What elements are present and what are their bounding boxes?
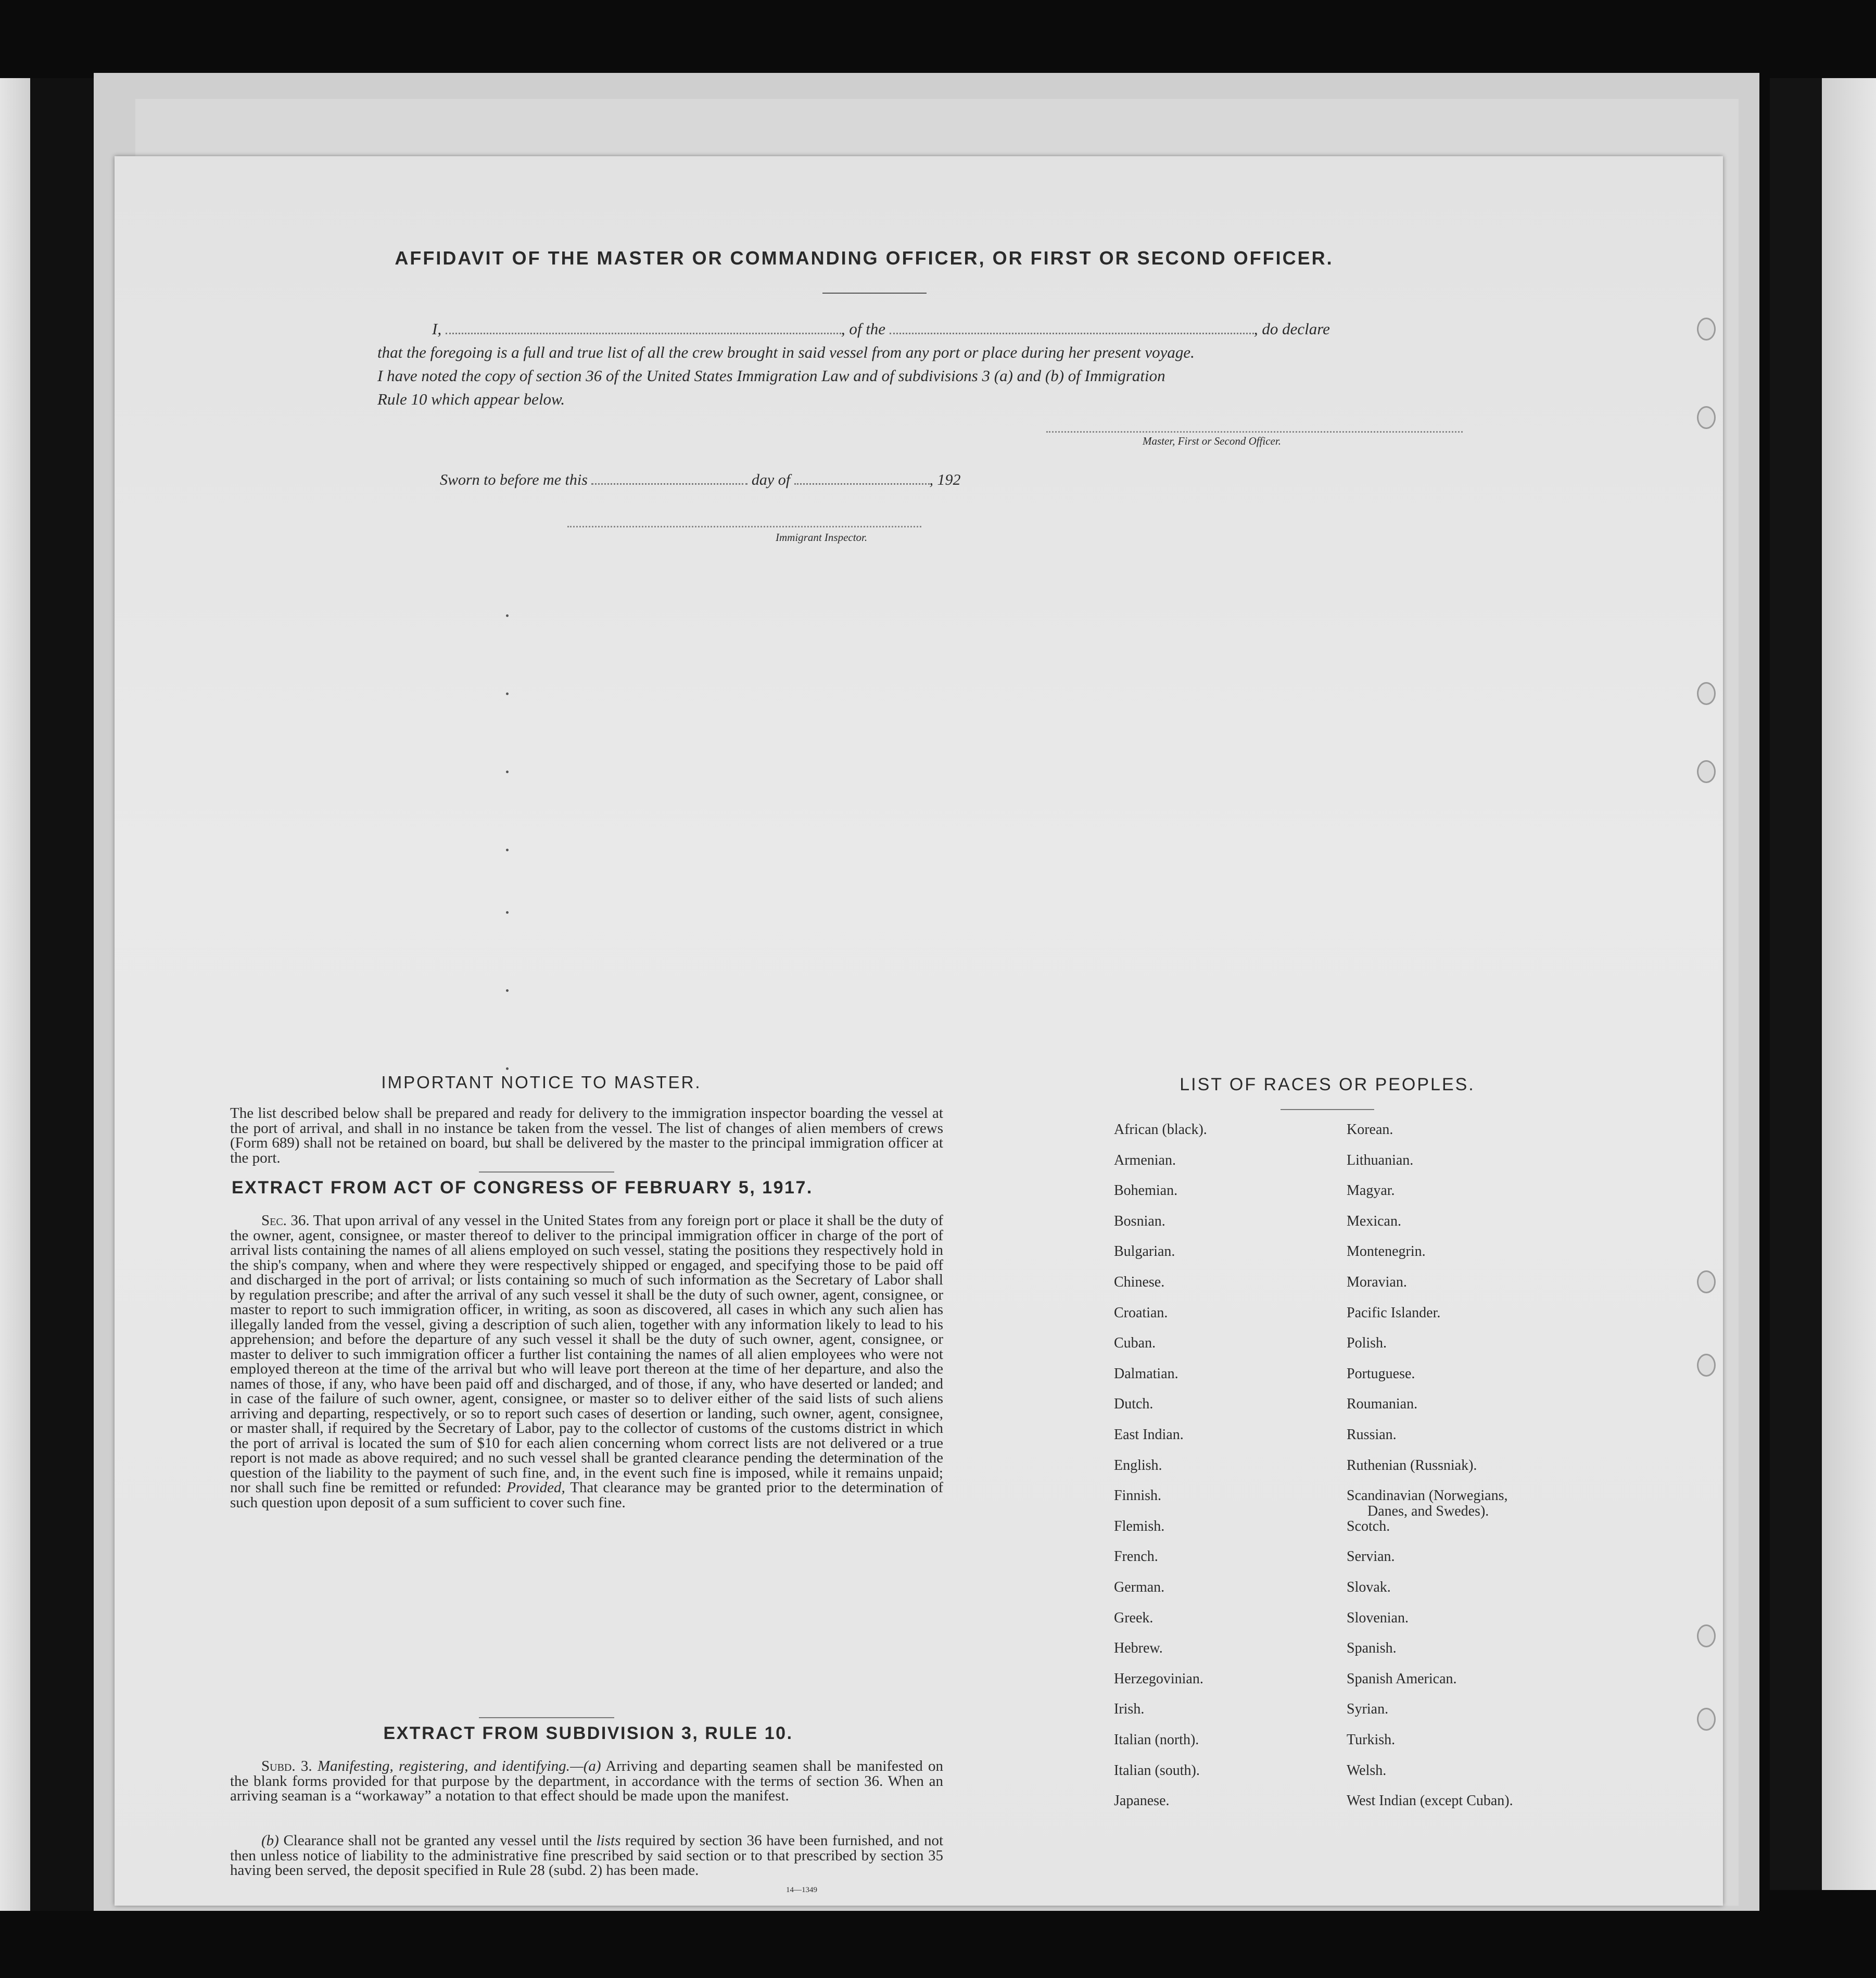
master-signature-line [1046,431,1463,433]
race-item: Finnish. [1114,1488,1162,1504]
do-declare-label: , do declare [1253,320,1330,338]
subd-label: Subd. 3. [261,1758,312,1774]
race-item: Greek. [1114,1609,1154,1626]
race-item: Pacific Islander. [1347,1304,1441,1321]
rule-extract-title: EXTRACT FROM SUBDIVISION 3, RULE 10. [383,1723,793,1743]
rule-subd-a [230,1759,943,1804]
race-item: Armenian. [1114,1152,1176,1168]
race-item: Cuban. [1114,1335,1156,1352]
day-blank [591,476,747,485]
notice-text: The list described below shall be prepared and ready for delivery to the immigration inspector boarding the vessel at the port of arrival, and shall in no instance be taken from the vessel. The list of changes of alien members of crews (Form 689) shall not be retained on board, but shall be delivered by the master to the principal immigration officer at the port. [230,1105,943,1166]
race-item: Ruthenian (Russniak). [1347,1457,1477,1473]
race-item: Croatian. [1114,1304,1168,1321]
vessel-blank [890,325,1254,334]
race-item: Russian. [1347,1427,1397,1443]
punch-hole-icon [1697,318,1716,341]
race-item: Dalmatian. [1114,1365,1178,1382]
race-item: Portuguese. [1347,1365,1415,1382]
race-item: Roumanian. [1347,1396,1418,1413]
race-item: Chinese. [1114,1274,1165,1290]
race-item: Italian (south). [1114,1762,1200,1779]
race-item: Moravian. [1347,1274,1407,1290]
race-item: Irish. [1114,1701,1145,1718]
race-item: Turkish. [1347,1732,1396,1748]
act-extract-text [230,1213,943,1510]
right-film-edge [1822,78,1876,1890]
race-item: Slovenian. [1347,1609,1409,1626]
race-item: Danes, and Swedes). [1367,1503,1489,1520]
section-label: Sec. 36. [261,1212,310,1229]
race-item: English. [1114,1457,1162,1473]
inspector-signature-label: Immigrant Inspector. [776,531,868,544]
race-item: Bulgarian. [1114,1243,1175,1260]
document-sheet [115,156,1723,1906]
race-item: East Indian. [1114,1427,1184,1443]
inspector-signature-line [567,526,921,527]
race-item: Flemish. [1114,1518,1165,1534]
races-divider [1281,1109,1374,1110]
subd-b-text-1: Clearance shall not be granted any vessel until the [283,1832,592,1849]
race-item: German. [1114,1579,1165,1595]
section-text: That upon arrival of any vessel in the United States from any foreign port or place it shall be the duty of the owner, agent, consignee, or master thereof to deliver to the principal immigration officer in charge of the port of arrival lists containing the names of all aliens employed on such vessel, stating the positions they respectively hold in the ship's company, when and where they were respectively shipped or engaged, and specifying those to be paid off and discharged in the port of arrival; or lists containing so much of such information as the Secretary of Labor shall by regulation prescribe; and after the arrival of any such vessel it shall be the duty of such owner, agent, consignee, or master to report to such immigration officer, in writing, as soon as discovered, all cases in which any such alien has illegally landed from the vessel, giving a description of such alien, together with any information likely to lead to his apprehension; and before the departure of any such vessel it shall be the duty of such owner, agent, consignee, or master to deliver to such immigration officer a further list containing the names of all alien employees who were not employed thereon at the time of the arrival but who will leave port thereon at the time of her departure, and also the names of those, if any, who have been paid off and discharged, and of those, if any, who have deserted or landed; and in case of the failure of such owner, agent, consignee, or master so to deliver either of the said lists of such aliens arriving and departing, respectively, or so to report such cases of desertion or landing, such owner, agent, consignee, or master shall, if required by the Secretary of Labor, pay to the collector of customs of the customs district in which the port of arrival is located the sum of $10 for each alien concerning whom correct lists are not delivered or a true report is not made as above required; and no such vessel shall be granted clearance pending the determination of the question of the liability to the payment of such fine, and, in the event such fine is imposed, while it remains unpaid; nor shall such fine be remitted or refunded: [230,1212,944,1496]
subd-b-label: (b) [261,1832,279,1849]
master-signature-label: Master, First or Second Officer. [1143,435,1281,447]
sworn-day-label: day of [751,471,791,488]
race-item: French. [1114,1548,1158,1565]
sworn-prefix: Sworn to before me this [440,471,588,488]
race-item: West Indian (except Cuban). [1347,1793,1513,1809]
race-item: Magyar. [1347,1182,1395,1199]
section-text-end: That clearance may be granted prior to the determination of such question upon deposit of a sum sufficient to cover such fine. [230,1479,943,1511]
punch-hole-icon [1697,760,1716,783]
race-item: Dutch. [1114,1396,1154,1413]
race-item: Bosnian. [1114,1213,1165,1229]
race-item: Servian. [1347,1548,1395,1565]
race-item: Welsh. [1347,1762,1387,1779]
sworn-year-label: , 192 [929,471,961,488]
name-blank [446,325,841,334]
punch-hole-icon [1697,1708,1716,1731]
affidavit-title: AFFIDAVIT OF THE MASTER OR COMMANDING OFFICER, OR FIRST OR SECOND OFFICER. [395,247,1334,269]
race-item: Korean. [1347,1122,1393,1138]
punch-hole-icon [1697,682,1716,705]
race-item: African (black). [1114,1122,1207,1138]
sworn-line [440,469,1273,492]
declaration-line-1 [377,318,1502,341]
subd-b-lists: lists [596,1832,621,1849]
punch-hole-icon [1697,1270,1716,1293]
notice-title: IMPORTANT NOTICE TO MASTER. [381,1073,702,1092]
races-title: LIST OF RACES OR PEOPLES. [1180,1075,1475,1094]
race-item: Spanish American. [1347,1670,1457,1687]
race-item: Polish. [1347,1335,1387,1352]
left-dark-gap [30,78,94,1911]
provided-label: Provided, [506,1479,565,1496]
declarant-prefix: I, [432,320,442,338]
of-the-label: , of the [841,320,886,338]
race-item: Bohemian. [1114,1182,1178,1199]
race-item: Syrian. [1347,1701,1389,1718]
punch-hole-icon [1697,406,1716,429]
subd-heading: Manifesting, registering, and identifying. [317,1758,570,1774]
punch-hole-icon [1697,1354,1716,1377]
race-item: Hebrew. [1114,1640,1163,1657]
subd-a-label: —(a) [569,1758,601,1774]
declaration-line-2: that the foregoing is a full and true list of all the crew brought in said vessel from any port or place during her present voyage. [377,343,1195,361]
month-blank [794,476,930,485]
subd-b-text-2: required by section 36 have been furnished, and not then unless notice of liability to the administrative fine prescribed by said section or to that prescribed by section 35 having been served, the deposit specified in Rule 28 (subd. 2) has been made. [230,1832,944,1879]
race-item: Herzegovinian. [1114,1670,1203,1687]
race-item: Scotch. [1347,1518,1390,1534]
race-item: Montenegrin. [1347,1243,1426,1260]
act-divider [479,1717,614,1718]
left-film-edge [0,78,30,1911]
race-item: Mexican. [1347,1213,1401,1229]
heading-divider [822,293,927,294]
subd-a-text: Arriving and departing seamen shall be manifested on the blank forms provided for that purpose by the department, in accordance with the terms of section 36. When an arriving seaman is a “workaway” a notation to that effect should be made upon the manifest. [230,1758,944,1804]
race-item: Japanese. [1114,1793,1170,1809]
rule-subd-b [230,1833,943,1878]
race-item: Lithuanian. [1347,1152,1414,1168]
declaration-line-4: Rule 10 which appear below. [377,390,565,408]
punch-hole-icon [1697,1624,1716,1647]
race-item: Scandinavian (Norwegians, [1347,1488,1508,1504]
race-item: Slovak. [1347,1579,1391,1595]
declaration-line-3: I have noted the copy of section 36 of the United States Immigration Law and of subdivisions 3 (a) and (b) of Immigration [377,367,1165,385]
form-number: 14—1349 [786,1886,817,1894]
notice-divider [479,1171,614,1173]
race-item: Italian (north). [1114,1732,1199,1748]
race-item: Spanish. [1347,1640,1397,1657]
act-extract-title: EXTRACT FROM ACT OF CONGRESS OF FEBRUARY 5, 1917. [232,1178,813,1198]
right-dark-gap [1770,78,1822,1890]
